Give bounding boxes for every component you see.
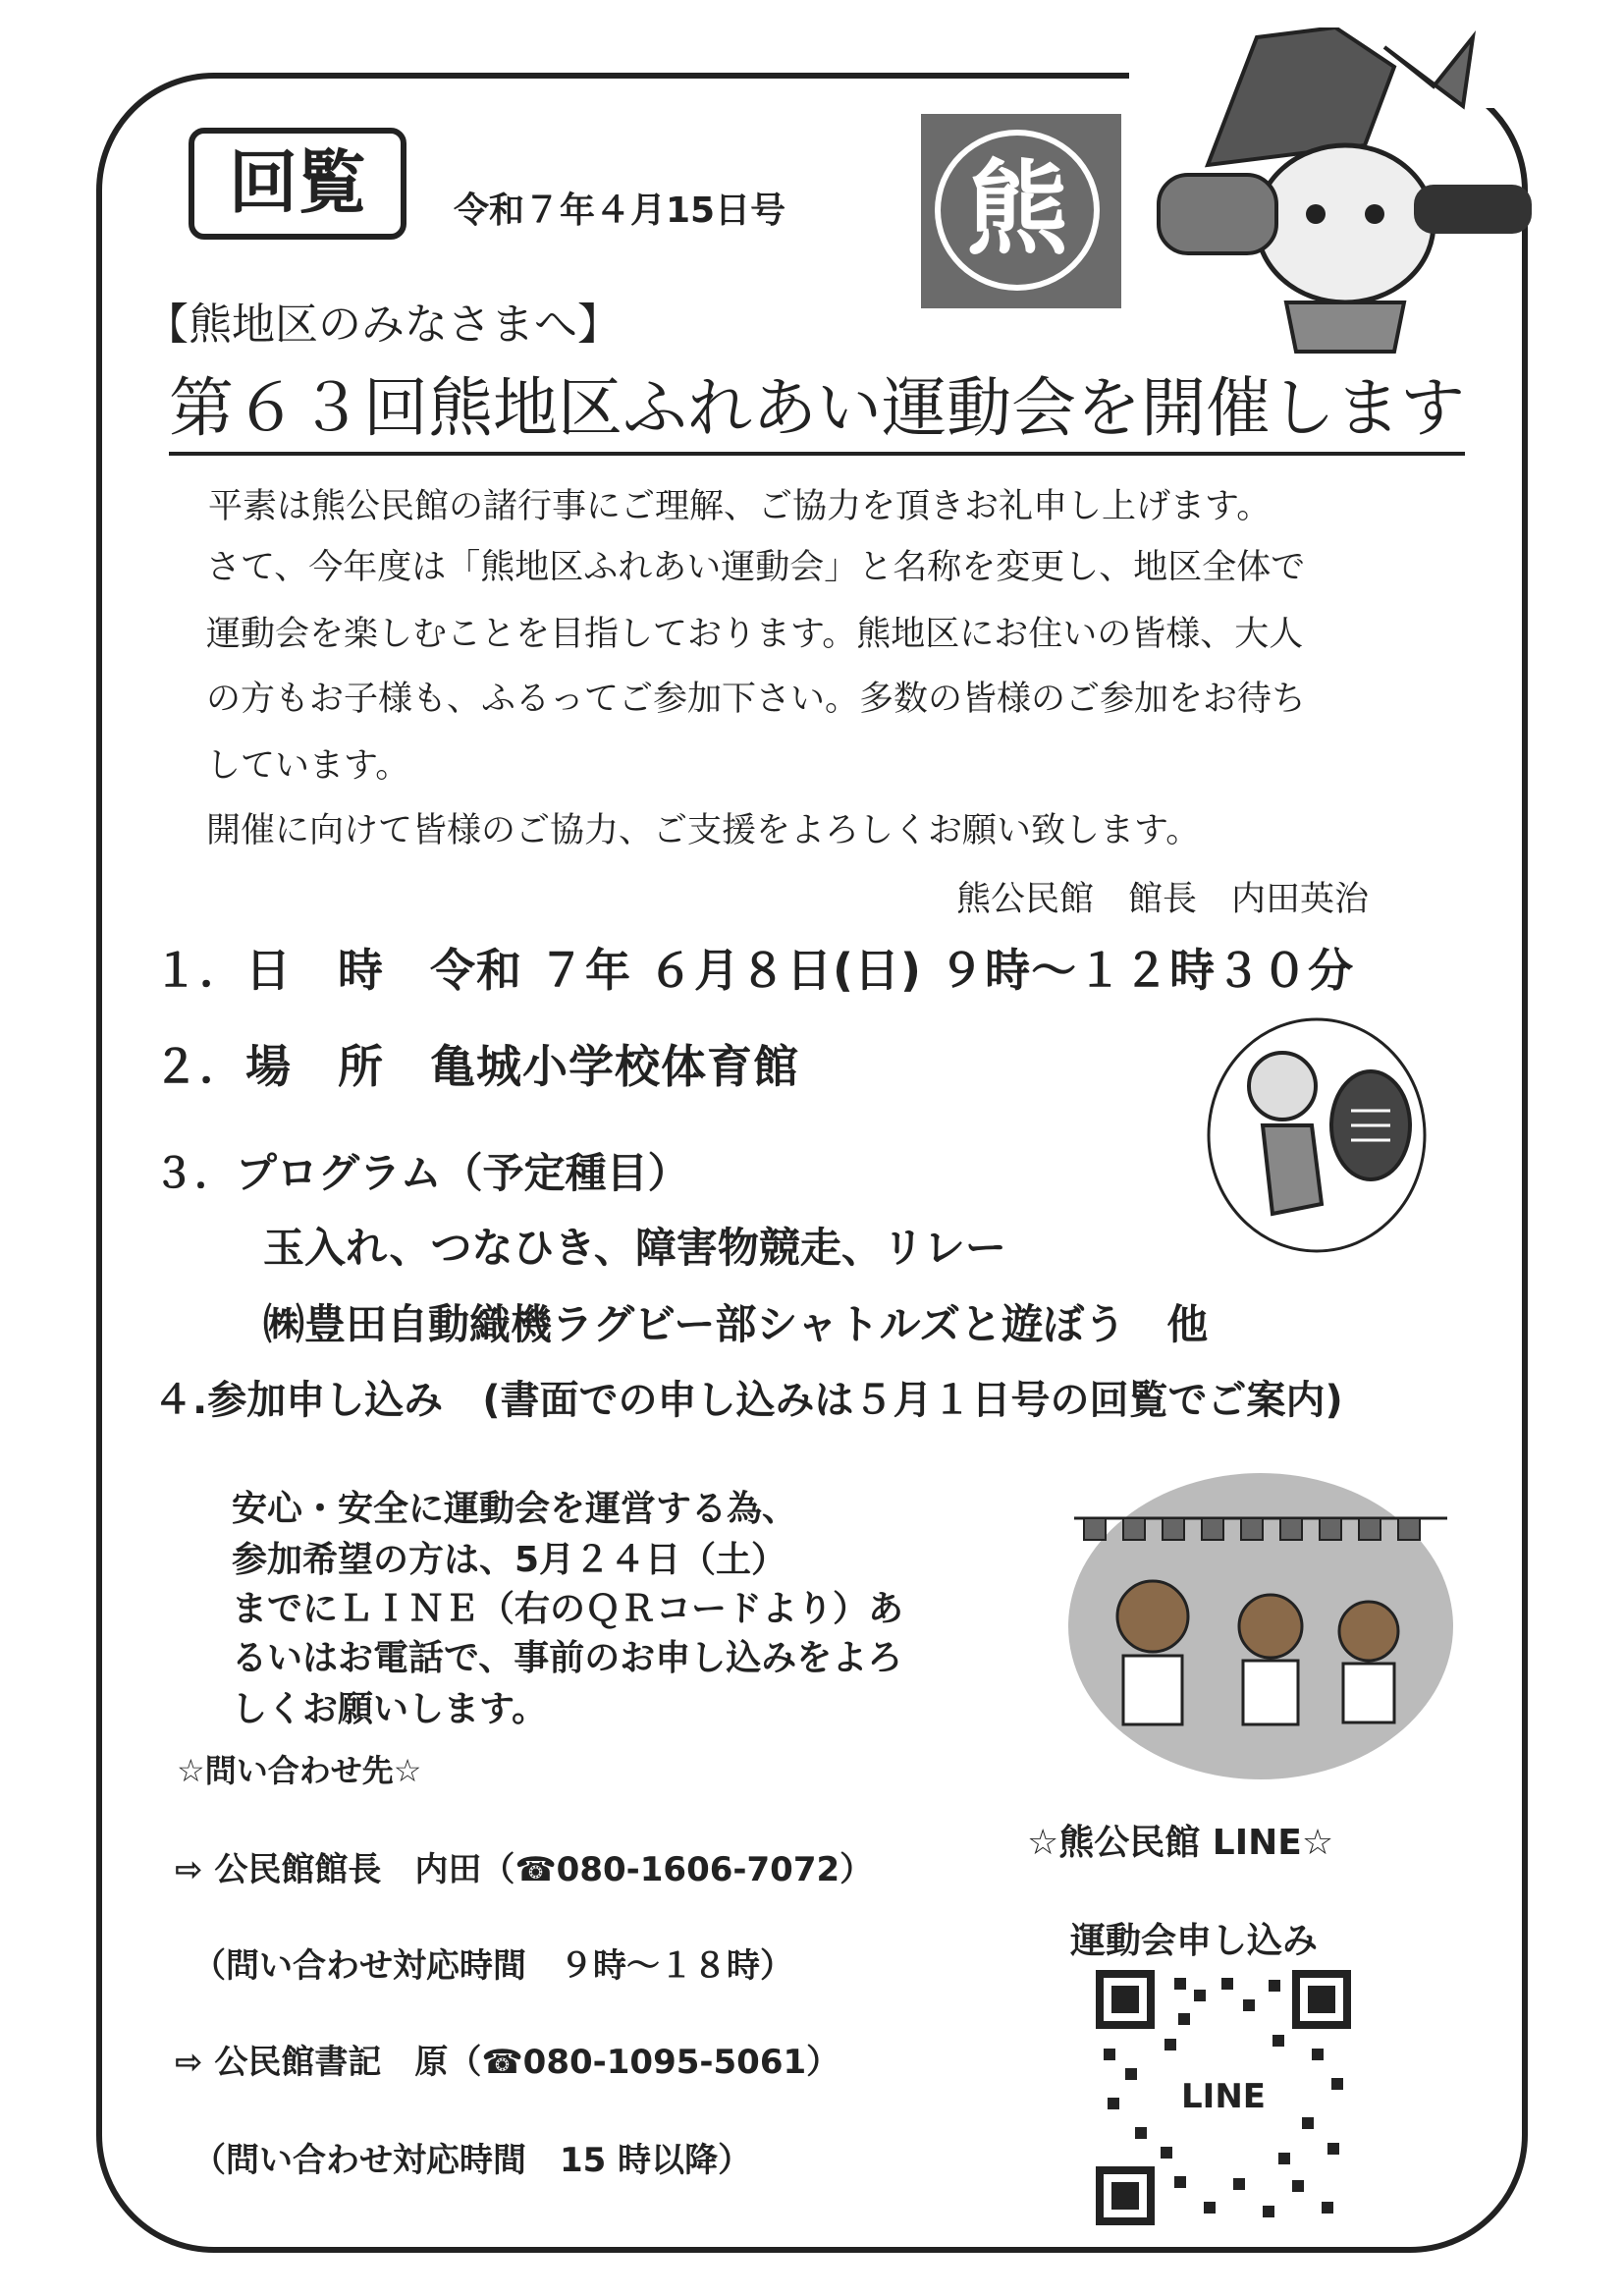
contact-hours: （問い合わせ対応時間 ９時～１８時） (192, 1946, 793, 1986)
apply-note-line: 安心・安全に運動会を運営する為、 (232, 1489, 798, 1529)
greeting: 【熊地区のみなさまへ】 (145, 300, 621, 350)
kuma-logo (921, 114, 1121, 308)
contact-hours: （問い合わせ対応時間 15 時以降） (192, 2141, 752, 2180)
body-line: 運動会を楽しむことを目指しております。熊地区にお住いの皆様、大人 (206, 615, 1304, 654)
contact-item: ⇨ 公民館館長 内田（☎080-1606-7072） (175, 1850, 874, 1889)
apply-note-line: までにＬＩＮＥ（右のＱＲコードより）あ (232, 1589, 904, 1629)
program-item: ㈱豊田自動織機ラグビー部シャトルズと遊ぼう 他 (263, 1300, 1209, 1348)
contact-item: ⇨ 公民館書記 原（☎080-1095-5061） (175, 2043, 840, 2082)
issue-date: 令和７年４月15日号 (454, 191, 786, 231)
body-line: しています。 (206, 746, 410, 786)
line-sub-label: 運動会申し込み (1070, 1921, 1319, 1961)
kairan-label: 回覧 (189, 128, 406, 240)
body-line: 開催に向けて皆様のご協力、ご支援をよろしくお願い致します。 (206, 811, 1201, 850)
kids-running-illustration (1064, 1459, 1457, 1783)
kuma-logo-char: 熊 (935, 130, 1100, 291)
apply-note-line: しくお願いします。 (232, 1689, 548, 1729)
contact-heading: ☆問い合わせ先☆ (177, 1752, 422, 1789)
section-program: ３．プログラム（予定種目） (153, 1149, 689, 1197)
body-line: さて、今年度は「熊地区ふれあい運動会」と名称を変更し、地区全体で (206, 548, 1306, 587)
main-title: 第６３回熊地区ふれあい運動会を開催します (169, 369, 1465, 456)
body-line: 平素は熊公民館の諸行事にご理解、ご協力を頂きお礼申し上げます。 (208, 487, 1272, 526)
qr-center-label: LINE (1181, 2077, 1266, 2116)
line-qr-code[interactable] (1096, 1970, 1351, 2225)
rugby-illustration (1204, 1017, 1430, 1263)
mascot-illustration (1139, 27, 1551, 361)
body-line: の方もお子様も、ふるってご参加下さい。多数の皆様のご参加をお待ち (206, 680, 1307, 719)
section-apply: ４.参加申し込み (書面での申し込みは５月１日号の回覧でご案内) (153, 1378, 1343, 1423)
apply-note-line: 参加希望の方は、5月２４日（土） (232, 1540, 787, 1580)
section-place: ２．場 所 亀城小学校体育館 (153, 1040, 799, 1093)
apply-note-line: るいはお電話で、事前のお申し込みをよろ (232, 1638, 903, 1678)
program-item: 玉入れ、つなひき、障害物競走、リレー (263, 1224, 1006, 1272)
section-datetime: １．日 時 令和 ７年 ６月８日(日) ９時～１２時３０分 (153, 944, 1355, 997)
signature: 熊公民館 館長 内田英治 (956, 880, 1370, 919)
line-label: ☆熊公民館 LINE☆ (1027, 1823, 1334, 1863)
